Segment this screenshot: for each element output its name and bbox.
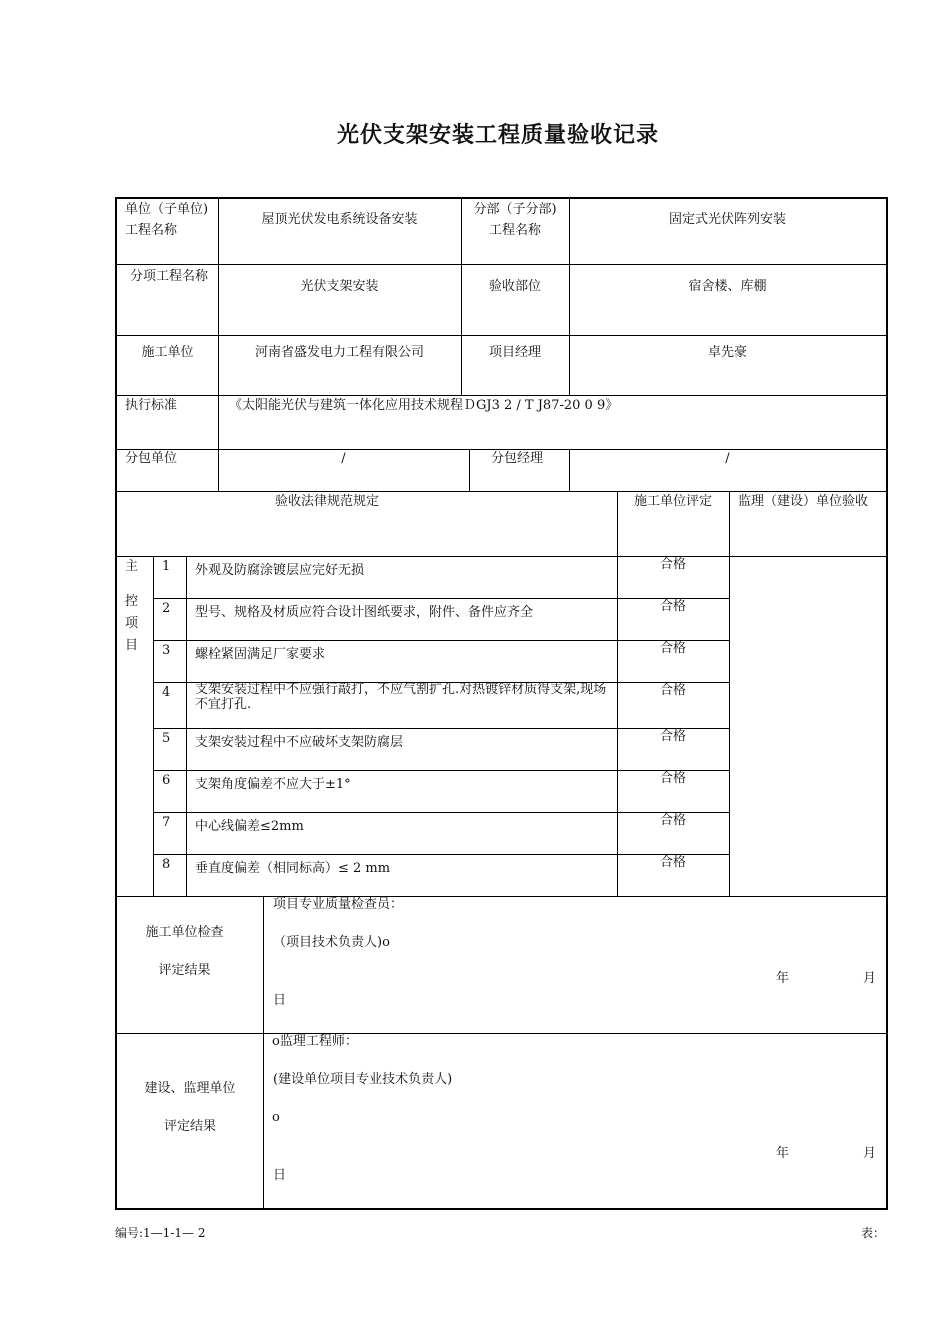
subcontract-label: 分包单位: [125, 451, 178, 466]
contractor-label: 施工单位: [141, 345, 194, 360]
item-result: 合格: [659, 813, 686, 828]
sub-pm-value: /: [725, 451, 730, 466]
contractor-check-label: 施工单位检查: [145, 925, 224, 940]
item-result: 合格: [659, 641, 686, 656]
subcontract-value: /: [341, 451, 346, 466]
col-divider: [186, 556, 187, 896]
item-text: 支架安装过程中不应破坏支架防腐层: [195, 735, 404, 750]
subitem-label: 分项工程名称: [129, 269, 208, 284]
subitem-value: 光伏支架安装: [300, 279, 379, 294]
row-divider: [117, 896, 886, 897]
supervisor-accept-heading: 监理（建设）单位验收: [738, 494, 869, 509]
division-label: 分部（子分部)工程名称: [473, 202, 557, 238]
day-label: 日: [273, 1168, 287, 1183]
owner-tech-lead-line: (建设单位项目专业技术负责人): [273, 1072, 453, 1087]
item-text: 垂直度偏差（相同标高）≤ 2 mm: [195, 861, 391, 876]
col-divider: [153, 556, 154, 896]
standard-value: 《太阳能光伏与建筑一体化应用技术规程ＤGJ3 2 / T J87-20 0 9》: [229, 398, 619, 413]
item-text: 型号、规格及材质应符合设计图纸要求，附件、备件应齐全: [195, 605, 534, 620]
location-label: 验收部位: [488, 279, 541, 294]
item-number: 4: [162, 685, 171, 700]
main-control-label-1: 主: [125, 559, 139, 574]
supervisor-check-label: 评定结果: [163, 1119, 216, 1134]
main-control-label-2: 控: [125, 594, 139, 609]
pm-label: 项目经理: [488, 345, 541, 360]
item-number: 7: [162, 815, 171, 830]
main-control-label-3: 项: [125, 616, 139, 631]
item-result: 合格: [659, 771, 686, 786]
row-divider: [117, 264, 886, 265]
item-result: 合格: [659, 599, 686, 614]
item-text: 支架角度偏差不应大于±1°: [195, 777, 351, 792]
row-divider: [117, 556, 886, 557]
month-label: 月: [863, 971, 877, 986]
tech-lead-line: （项目技术负责人)o: [273, 935, 390, 950]
pm-value: 卓先豪: [707, 345, 747, 360]
item-number: 8: [162, 857, 171, 872]
rules-heading: 验收法律规范规定: [274, 494, 379, 509]
col-divider: [469, 449, 470, 491]
unit-label: 单位（子单位)工程名称: [125, 202, 209, 238]
contractor-eval-heading: 施工单位评定: [633, 494, 712, 509]
year-label: 年: [776, 971, 790, 986]
item-number: 6: [162, 773, 171, 788]
contractor-value: 河南省盛发电力工程有限公司: [254, 345, 424, 360]
item-result: 合格: [659, 683, 686, 698]
item-text: 螺栓紧固满足厂家要求: [195, 647, 326, 662]
contractor-check-label: 评定结果: [158, 963, 211, 978]
item-number: 2: [162, 601, 171, 616]
division-value: 固定式光伏阵列安装: [668, 212, 786, 227]
unit-value: 屋顶光伏发电系统设备安装: [261, 212, 418, 227]
supervising-engineer-line: o监理工程师：: [272, 1034, 358, 1049]
item-text: 中心线偏差≤2mm: [195, 819, 304, 834]
page-title: 光伏支架安装工程质量验收记录: [336, 122, 659, 148]
day-label: 日: [273, 993, 287, 1008]
month-label: 月: [863, 1146, 877, 1161]
item-result: 合格: [659, 855, 686, 870]
item-text: 外观及防腐涂镀层应完好无损: [195, 563, 365, 578]
item-result: 合格: [659, 729, 686, 744]
item-number: 3: [162, 643, 171, 658]
mark-line: o: [272, 1110, 280, 1125]
item-text: 支架安装过程中不应强行敲打，不应气割扩孔.对热镀锌材质得支架,现场不宜打孔.: [195, 682, 607, 712]
row-divider: [117, 1033, 886, 1034]
acceptance-record-table: [115, 197, 888, 1210]
table-label: 表：: [861, 1226, 886, 1240]
col-divider: [263, 896, 264, 1208]
item-number: 5: [162, 731, 171, 746]
sub-pm-label: 分包经理: [491, 451, 544, 466]
item-number: 1: [162, 559, 171, 574]
row-divider: [117, 335, 886, 336]
col-divider: [729, 491, 730, 896]
main-control-label-4: 目: [125, 638, 139, 653]
record-number: 编号:1—1-1— 2: [115, 1226, 206, 1240]
supervisor-check-label: 建设、监理单位: [144, 1081, 236, 1096]
location-value: 宿舍楼、库棚: [688, 279, 767, 294]
year-label: 年: [776, 1146, 790, 1161]
quality-inspector-line: 项目专业质量检查员：: [273, 897, 404, 912]
item-result: 合格: [659, 557, 686, 572]
col-divider: [461, 199, 462, 395]
standard-label: 执行标准: [125, 398, 178, 413]
